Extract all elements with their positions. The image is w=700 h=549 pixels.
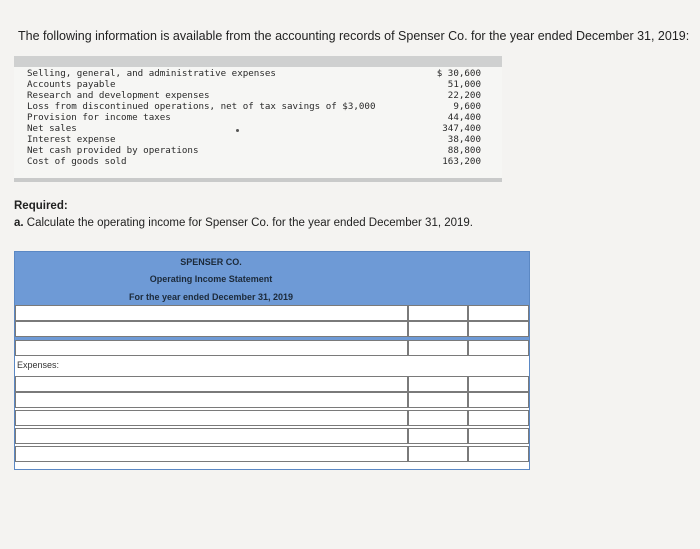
account-input[interactable] (15, 446, 408, 462)
account-input[interactable] (15, 410, 408, 426)
account-input[interactable] (15, 392, 408, 408)
statement-company: SPENSER CO. (180, 257, 242, 267)
question-prefix: a. (14, 217, 24, 229)
total-input[interactable] (468, 410, 529, 426)
account-input[interactable] (15, 321, 408, 337)
accounting-data-table (14, 56, 502, 182)
data-row-amount: 9,600 (453, 101, 481, 112)
statement-row (15, 305, 529, 321)
intro-text: The following information is available from the accounting records of Spenser Co. for the year ended December 31, 2019: (18, 29, 690, 43)
account-input[interactable] (15, 340, 408, 356)
data-row-label: Net sales (27, 123, 77, 134)
data-row (14, 134, 502, 145)
data-row-amount: 163,200 (442, 156, 481, 167)
data-row-label: Provision for income taxes (27, 112, 171, 123)
amount-input[interactable] (408, 340, 468, 356)
statement-title: Operating Income Statement (149, 274, 273, 284)
question-body: Calculate the operating income for Spenser Co. for the year ended December 31, 2019. (26, 217, 474, 229)
statement-header (15, 252, 529, 305)
total-input[interactable] (468, 446, 529, 462)
total-input[interactable] (468, 340, 529, 356)
data-row (14, 68, 502, 79)
statement-row (15, 446, 529, 462)
total-input[interactable] (468, 305, 529, 321)
statement-row (15, 321, 529, 337)
question-text (14, 217, 473, 229)
data-row (14, 123, 502, 134)
data-row-label: Research and development expenses (27, 90, 210, 101)
total-input[interactable] (468, 428, 529, 444)
amount-input[interactable] (408, 410, 468, 426)
data-row (14, 156, 502, 167)
required-heading: Required: (14, 200, 68, 212)
data-row-amount: 38,400 (447, 134, 481, 145)
data-row (14, 145, 502, 156)
statement-period: For the year ended December 31, 2019 (128, 292, 294, 302)
amount-input[interactable] (408, 428, 468, 444)
statement-row (15, 340, 529, 356)
data-row-label: Accounts payable (27, 79, 116, 90)
total-input[interactable] (468, 376, 529, 392)
income-statement-form (14, 251, 530, 470)
statement-row (15, 392, 529, 408)
data-row-label: Selling, general, and administrative expenses (27, 68, 276, 79)
statement-row (15, 428, 529, 444)
statement-row (15, 376, 529, 392)
data-row (14, 90, 502, 101)
amount-input[interactable] (408, 321, 468, 337)
amount-input[interactable] (408, 376, 468, 392)
data-row-amount: 88,800 (447, 145, 481, 156)
data-row-amount: 44,400 (447, 112, 481, 123)
data-row (14, 101, 502, 112)
data-row-amount: 51,000 (447, 79, 481, 90)
data-row (14, 79, 502, 90)
data-row-label: Loss from discontinued operations, net of tax savings of $3,000 (27, 101, 376, 112)
data-table-bottom-bar (14, 178, 502, 182)
data-row-label: Net cash provided by operations (27, 145, 199, 156)
statement-row (15, 410, 529, 426)
data-row (14, 112, 502, 123)
amount-input[interactable] (408, 392, 468, 408)
data-row-amount: $ 30,600 (436, 68, 481, 79)
data-row-amount: 347,400 (442, 123, 481, 134)
account-input[interactable] (15, 428, 408, 444)
stray-dot (236, 129, 239, 132)
total-input[interactable] (468, 392, 529, 408)
account-input[interactable] (15, 305, 408, 321)
amount-input[interactable] (408, 305, 468, 321)
data-row-amount: 22,200 (447, 90, 481, 101)
data-table-top-bar (14, 56, 502, 67)
data-row-label: Interest expense (27, 134, 116, 145)
account-input[interactable] (15, 376, 408, 392)
expenses-label: Expenses: (17, 360, 60, 370)
total-input[interactable] (468, 321, 529, 337)
data-row-label: Cost of goods sold (27, 156, 127, 167)
amount-input[interactable] (408, 446, 468, 462)
